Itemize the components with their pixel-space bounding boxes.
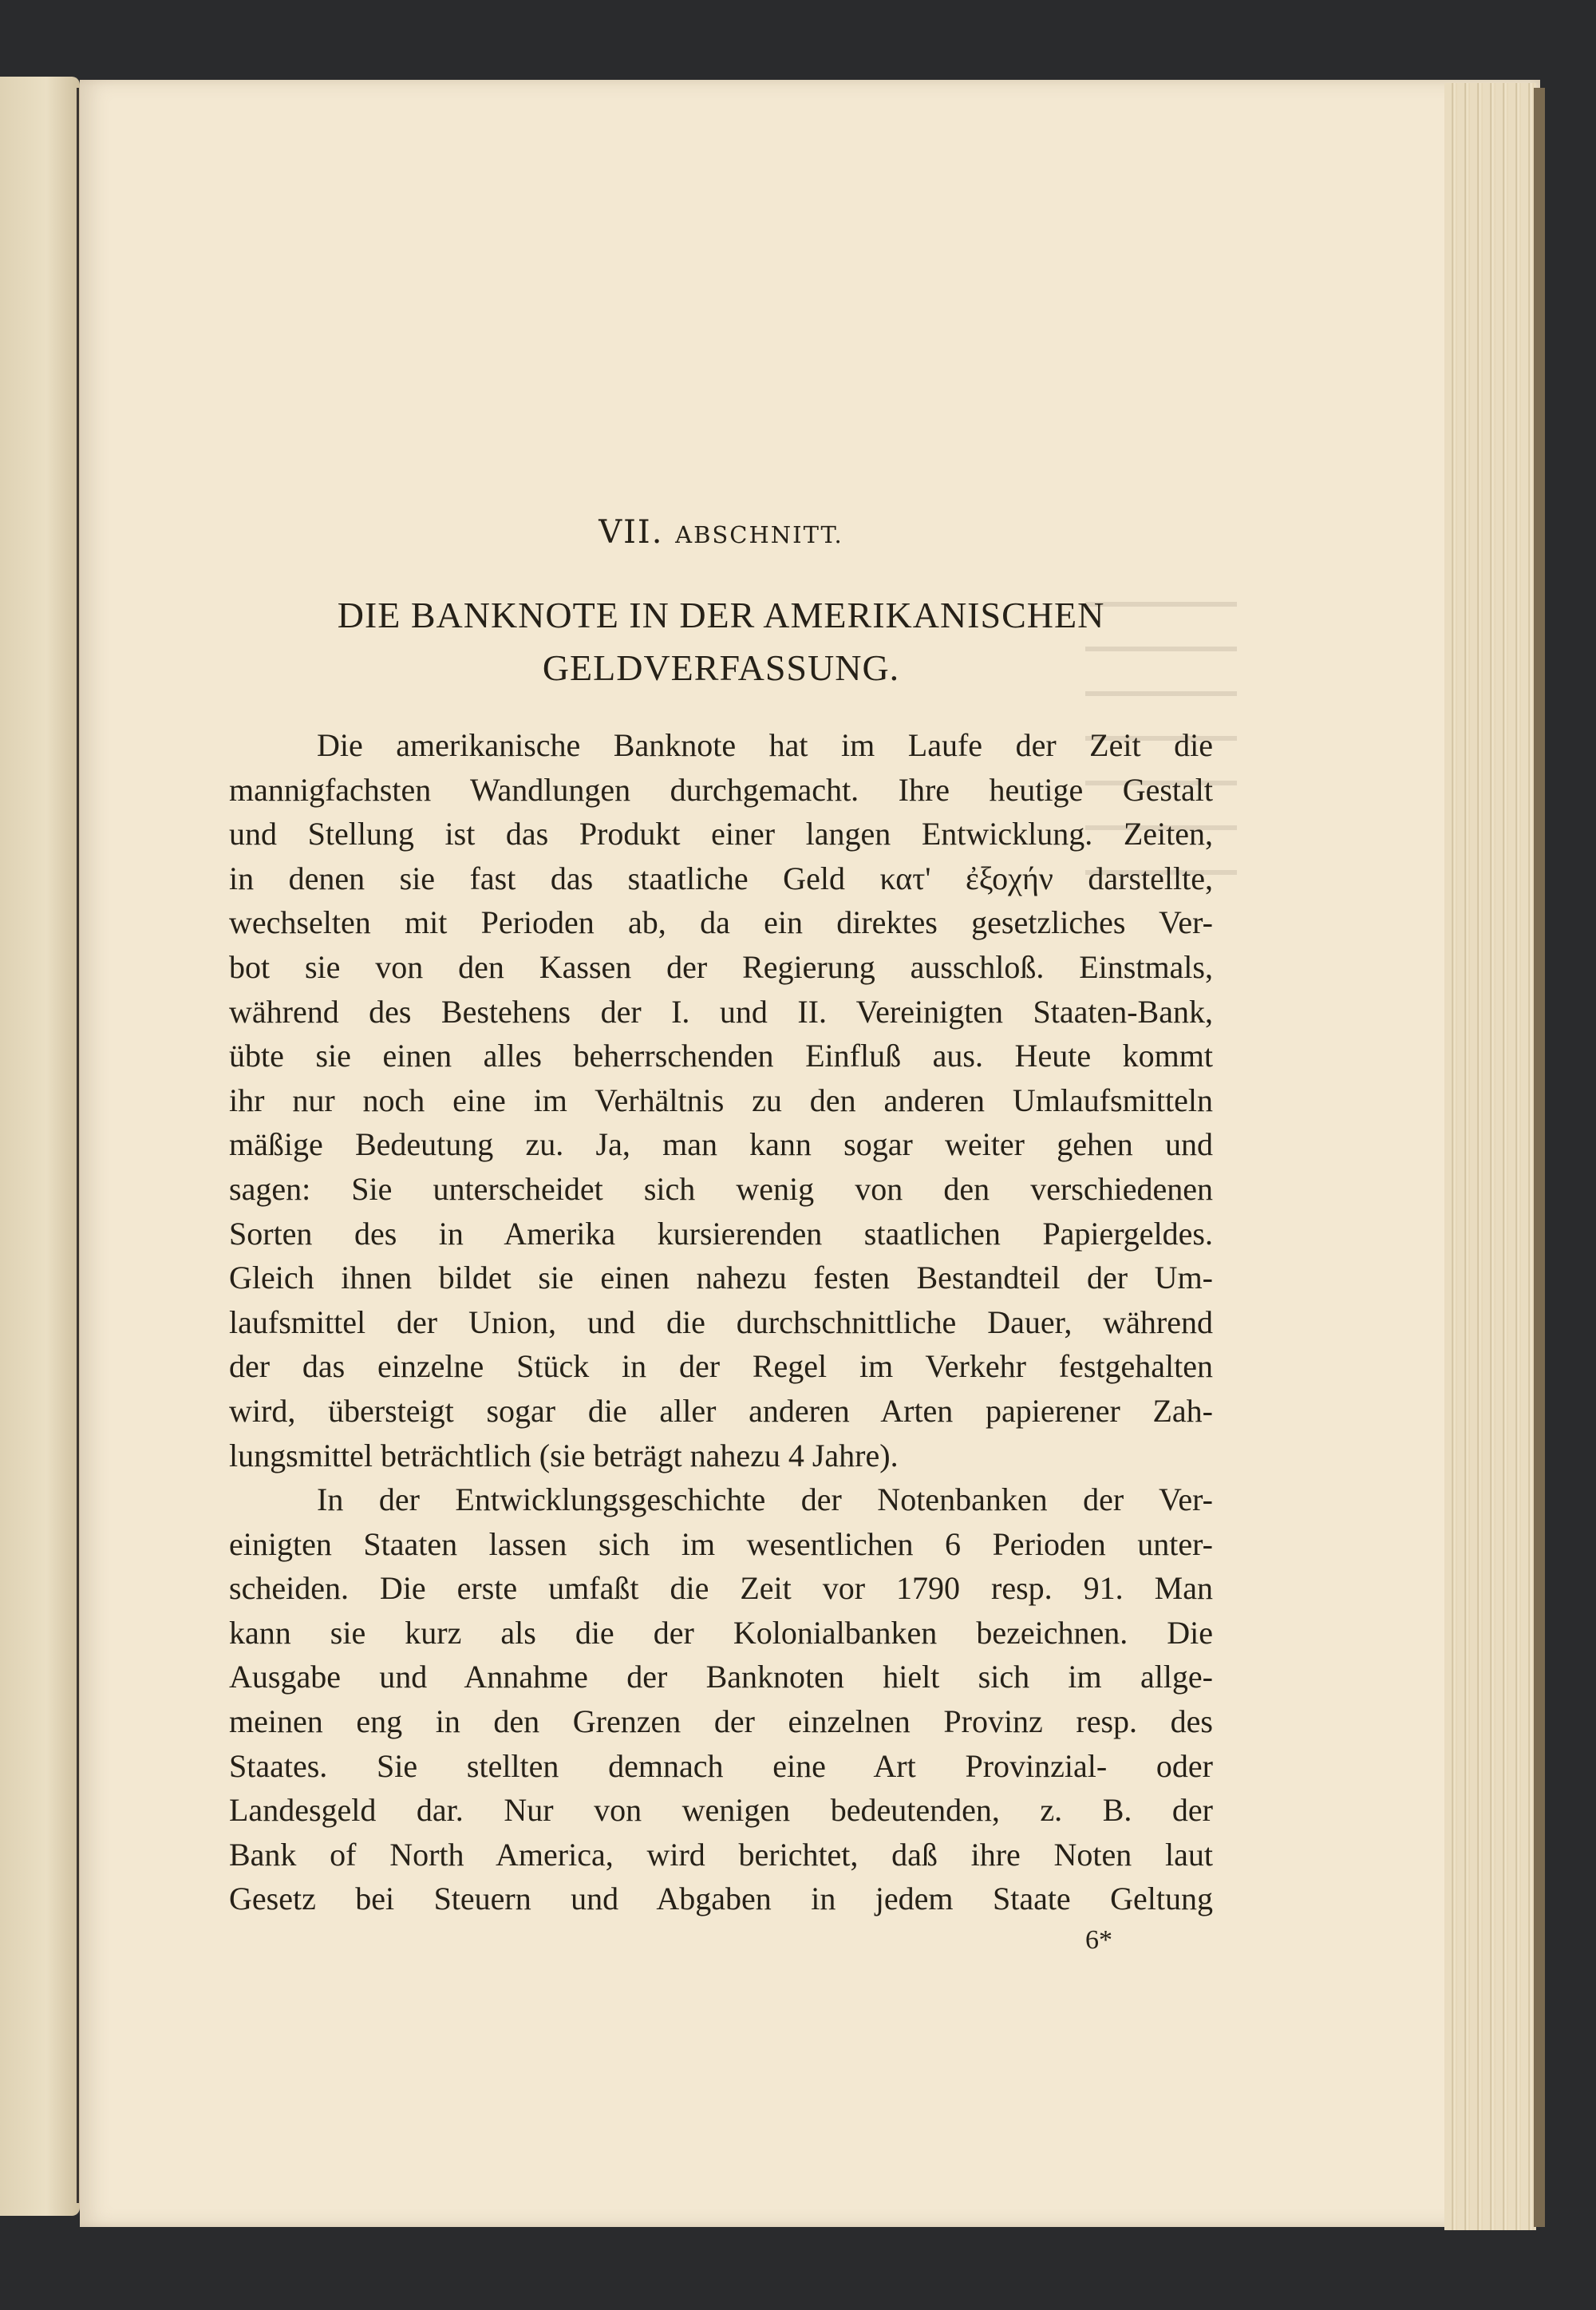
text-line: übte sie einen alles beherrschenden Einfluß aus. Heute kommt (229, 1038, 1213, 1074)
text-line: einigten Staaten lassen sich im wesentlichen 6 Perioden unter- (229, 1525, 1213, 1562)
text-line: In der Entwicklungsgeschichte der Notenbanken der Ver- (317, 1481, 1213, 1518)
text-line: wird, übersteigt sogar die aller anderen Arten papierener Zah- (229, 1392, 1213, 1429)
signature-mark: 6* (1085, 1925, 1112, 1955)
text-line: laufsmittel der Union, und die durchschnittliche Dauer, während (229, 1303, 1213, 1340)
text-line: bot sie von den Kassen der Regierung ausschloß. Einstmals, (229, 948, 1213, 985)
body-text (229, 723, 1213, 1921)
text-line: Die amerikanische Banknote hat im Laufe der Zeit die (317, 727, 1213, 763)
text-line: scheiden. Die erste umfaßt die Zeit vor 1790 resp. 91. Man (229, 1570, 1213, 1607)
text-block (229, 514, 1213, 1921)
chapter-title (229, 589, 1213, 694)
text-line: lungsmittel beträchtlich (sie beträgt nahezu 4 Jahre). (229, 1437, 899, 1473)
text-line: ihr nur noch eine im Verhältnis zu den anderen Umlaufsmitteln (229, 1082, 1213, 1118)
left-page-edge (0, 77, 80, 2216)
text-line: sagen: Sie unterscheidet sich wenig von den verschiedenen (229, 1170, 1213, 1207)
text-line: in denen sie fast das staatliche Geld κατ' ἐξοχήν darstellte, (229, 860, 1213, 896)
text-line: mäßige Bedeutung zu. Ja, man kann sogar weiter gehen und (229, 1126, 1213, 1163)
book-spine (77, 88, 79, 2203)
chapter-title-line: DIE BANKNOTE IN DER AMERIKANISCHEN (337, 595, 1105, 635)
text-line: mannigfachsten Wandlungen durchgemacht. Ihre heutige Gestalt (229, 771, 1213, 808)
text-line: während des Bestehens der I. und II. Vereinigten Staaten-Bank, (229, 993, 1213, 1030)
page-edges (1444, 83, 1536, 2230)
text-line: und Stellung ist das Produkt einer langen Entwicklung. Zeiten, (229, 816, 1213, 852)
text-line: Gesetz bei Steuern und Abgaben in jedem Staate Geltung (229, 1881, 1213, 1917)
text-line: Sorten des in Amerika kursierenden staatlichen Papiergeldes. (229, 1215, 1213, 1252)
text-line: meinen eng in den Grenzen der einzelnen Provinz resp. des (229, 1703, 1213, 1740)
text-line: Ausgabe und Annahme der Banknoten hielt sich im allge- (229, 1659, 1213, 1695)
text-line: kann sie kurz als die der Kolonialbanken bezeichnen. Die (229, 1614, 1213, 1651)
text-line: Gleich ihnen bildet sie einen nahezu festen Bestandteil der Um- (229, 1260, 1213, 1296)
text-line: Bank of North America, wird berichtet, daß ihre Noten laut (229, 1836, 1213, 1873)
text-line: der das einzelne Stück in der Regel im Verkehr festgehalten (229, 1348, 1213, 1385)
section-label: ABSCHNITT. (675, 521, 843, 548)
section-number: VII. (598, 514, 664, 551)
text-line: Staates. Sie stellten demnach eine Art Provinzial- oder (229, 1747, 1213, 1784)
chapter-title-line: GELDVERFASSUNG. (542, 647, 900, 688)
text-line: Landesgeld dar. Nur von wenigen bedeutenden, z. B. der (229, 1792, 1213, 1829)
section-heading (229, 514, 1213, 551)
text-line: wechselten mit Perioden ab, da ein direktes gesetzliches Ver- (229, 904, 1213, 941)
page-edges-shadow (1534, 88, 1545, 2227)
